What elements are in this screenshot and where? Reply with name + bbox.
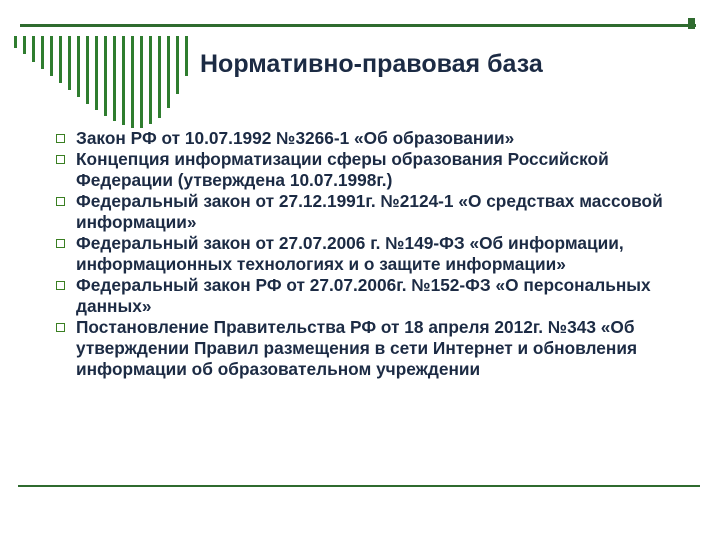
list-item [56, 275, 676, 317]
slide-title: Нормативно-правовая база [200, 50, 543, 78]
list-item-text: Федеральный закон РФ от 27.07.2006г. №152-ФЗ «О персональных данных» [76, 275, 651, 316]
list-item [56, 191, 676, 233]
list-item [56, 233, 676, 275]
top-rule [20, 24, 696, 27]
list-item-text: Концепция информатизации сферы образования Российской Федерации (утверждена 10.07.1998г.) [76, 149, 609, 190]
decorative-bars [14, 28, 204, 128]
square-bullet-icon [56, 239, 65, 248]
list-item [56, 149, 676, 191]
bottom-rule [18, 485, 700, 487]
top-rule-end-mark [688, 18, 695, 29]
regulation-list [56, 128, 676, 380]
list-item-text: Федеральный закон от 27.12.1991г. №2124-1 «О средствах массовой информации» [76, 191, 663, 232]
list-item-text: Закон РФ от 10.07.1992 №3266-1 «Об образовании» [76, 128, 515, 148]
list-item-text: Постановление Правительства РФ от 18 апреля 2012г. №343 «Об утверждении Правил размещения в сети Интернет и обновления информации об образовательном учреждении [76, 317, 638, 379]
square-bullet-icon [56, 134, 65, 143]
list-item-text: Федеральный закон от 27.07.2006 г. №149-ФЗ «Об информации, информационных технологиях и о защите информации» [76, 233, 624, 274]
list-item [56, 317, 676, 380]
square-bullet-icon [56, 197, 65, 206]
square-bullet-icon [56, 323, 65, 332]
square-bullet-icon [56, 155, 65, 164]
square-bullet-icon [56, 281, 65, 290]
list-item [56, 128, 676, 149]
